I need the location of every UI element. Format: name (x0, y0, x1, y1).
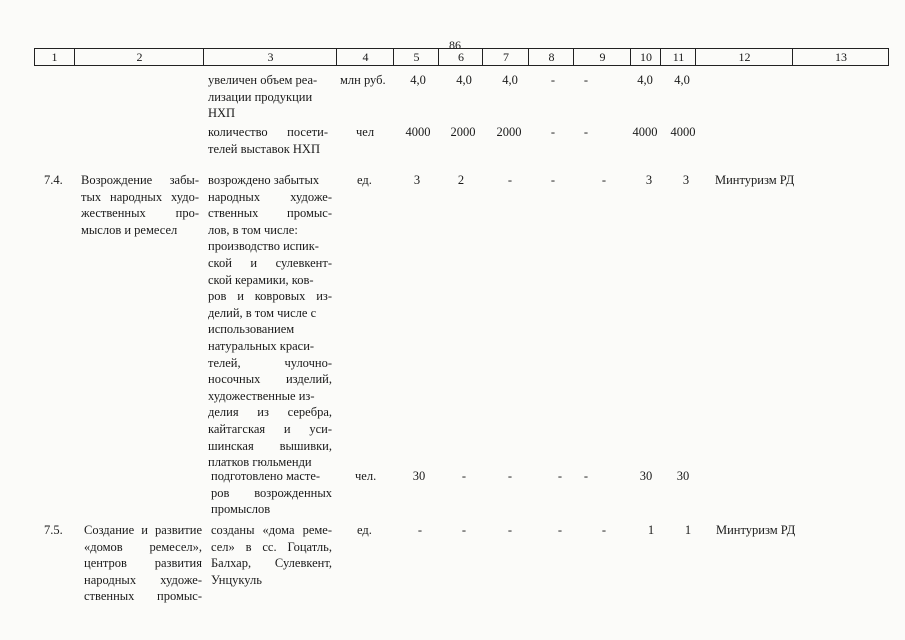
name-line: Создание и развитие (84, 523, 202, 537)
indicator-line: кайтагская и уси- (208, 421, 332, 436)
row-1-indicator (208, 124, 328, 157)
row-3-v6: - (461, 469, 467, 483)
row-2-indicator (208, 172, 332, 471)
indicator-line: народных художе- (208, 189, 332, 204)
col-1-header: 1 (51, 50, 58, 64)
row-1-v9: - (583, 125, 589, 139)
row-0-v6: 4,0 (456, 73, 472, 87)
col-3-header: 3 (203, 49, 337, 65)
row-2-executor: Минтуризм РД (715, 173, 795, 187)
row-0-v7: 4,0 (502, 73, 518, 87)
row-1-v10: 4000 (632, 125, 658, 139)
row-4-unit: ед. (357, 523, 372, 537)
indicator-line: производство испик- (208, 239, 319, 254)
page-number: 86 (449, 38, 461, 52)
name-line: тых народных худо- (81, 189, 199, 204)
row-2-v10: 3 (645, 173, 653, 187)
row-2-number: 7.4. (44, 173, 63, 187)
row-0-v10: 4,0 (637, 73, 653, 87)
indicator-line: ров возрожденных (211, 485, 332, 500)
indicator-line: Балхар, Сулевкент, (211, 556, 332, 571)
name-line: «домов ремесел», (84, 539, 202, 554)
indicator-line: сел» в сс. Гоцатль, (211, 539, 332, 554)
name-line: народных художе- (84, 572, 202, 587)
indicator-line: ров и ковровых из- (208, 289, 332, 304)
name-line: ственных промыс- (84, 589, 202, 604)
indicator-line: платков гюльменди (208, 455, 312, 470)
indicator-line: подготовлено масте- (211, 469, 321, 483)
row-3-indicator (211, 468, 332, 518)
row-4-v8: - (557, 523, 563, 537)
row-2-unit: ед. (357, 173, 372, 187)
col-10-header: 10 (630, 49, 661, 65)
row-4-v5: - (417, 523, 423, 537)
row-4-v10: 1 (647, 523, 655, 537)
indicator-line: шинская вышивки, (208, 438, 332, 453)
row-2-v8: - (550, 173, 556, 187)
row-4-number: 7.5. (44, 523, 63, 537)
col-5-header: 5 (393, 49, 439, 65)
indicator-line: созданы «дома реме- (211, 523, 332, 537)
indicator-line: носочных изделий, (208, 372, 332, 387)
indicator-line: делий, в том числе с (208, 305, 317, 320)
row-1-v8: - (550, 125, 556, 139)
row-4-v9: - (601, 523, 607, 537)
row-4-v7: - (507, 523, 513, 537)
row-1-v6: 2000 (450, 125, 476, 139)
name-line: Возрождение забы- (81, 173, 199, 187)
name-line: мыслов и ремесел (81, 222, 178, 237)
col-7-header: 7 (482, 49, 529, 65)
row-0-v8: - (550, 73, 556, 87)
indicator-line: художественные из- (208, 388, 315, 403)
row-4-name (84, 522, 202, 605)
col-8-header: 8 (528, 49, 574, 65)
indicator-line: натуральных краси- (208, 338, 315, 353)
row-4-v6: - (461, 523, 467, 537)
row-1-v7: 2000 (496, 125, 522, 139)
row-3-unit: чел. (355, 469, 377, 483)
row-0-v9: - (583, 73, 589, 87)
col-12-header: 12 (695, 49, 793, 65)
col-9-header: 9 (573, 49, 631, 65)
name-line: жественных про- (81, 206, 199, 221)
table-header-row (34, 48, 889, 66)
indicator-line: ской и сулевкент- (208, 255, 332, 270)
col-11-header: 11 (660, 49, 696, 65)
indicator-line: НХП (208, 106, 236, 121)
row-1-v11: 4000 (670, 125, 696, 139)
indicator-line: ской керамики, ков- (208, 272, 314, 287)
row-1-v5: 4000 (405, 125, 431, 139)
indicator-line: ственных промыс- (208, 206, 332, 221)
indicator-line: промыслов (211, 502, 271, 517)
indicator-line: использованием (208, 322, 295, 337)
col-13-header: 13 (792, 49, 889, 65)
row-0-unit: млн руб. (340, 73, 386, 87)
name-line: центров развития (84, 556, 202, 571)
col-6-header: 6 (438, 49, 483, 65)
row-4-indicator (211, 522, 332, 588)
row-2-v6: 2 (457, 173, 465, 187)
col-2-header: 2 (74, 49, 204, 65)
row-4-executor: Минтуризм РД (716, 523, 796, 537)
row-2-v7: - (507, 173, 513, 187)
row-0-v5: 4,0 (410, 73, 426, 87)
indicator-line: увеличен объем реа- (208, 73, 318, 87)
row-2-v9: - (601, 173, 607, 187)
indicator-line: количество посети- (208, 125, 328, 139)
indicator-line: телей, чулочно- (208, 355, 332, 370)
indicator-line: Унцукуль (211, 572, 262, 587)
indicator-line: лизации продукции (208, 89, 313, 104)
row-2-name (81, 172, 199, 238)
indicator-line: возрождено забытых (208, 173, 320, 187)
indicator-line: делия из серебра, (208, 405, 332, 420)
row-3-v10: 30 (639, 469, 653, 483)
col-4-header: 4 (336, 49, 394, 65)
row-3-v9: - (583, 469, 589, 483)
indicator-line: телей выставок НХП (208, 141, 320, 156)
row-3-v5: 30 (412, 469, 426, 483)
row-2-v5: 3 (413, 173, 421, 187)
indicator-line: лов, в том числе: (208, 222, 298, 237)
row-3-v7: - (507, 469, 513, 483)
row-1-unit: чел (356, 125, 375, 139)
row-0-indicator (208, 72, 328, 122)
row-3-v8: - (557, 469, 563, 483)
row-3-v11: 30 (676, 469, 690, 483)
row-4-v11: 1 (684, 523, 692, 537)
row-2-v11: 3 (682, 173, 690, 187)
row-0-v11: 4,0 (674, 73, 690, 87)
